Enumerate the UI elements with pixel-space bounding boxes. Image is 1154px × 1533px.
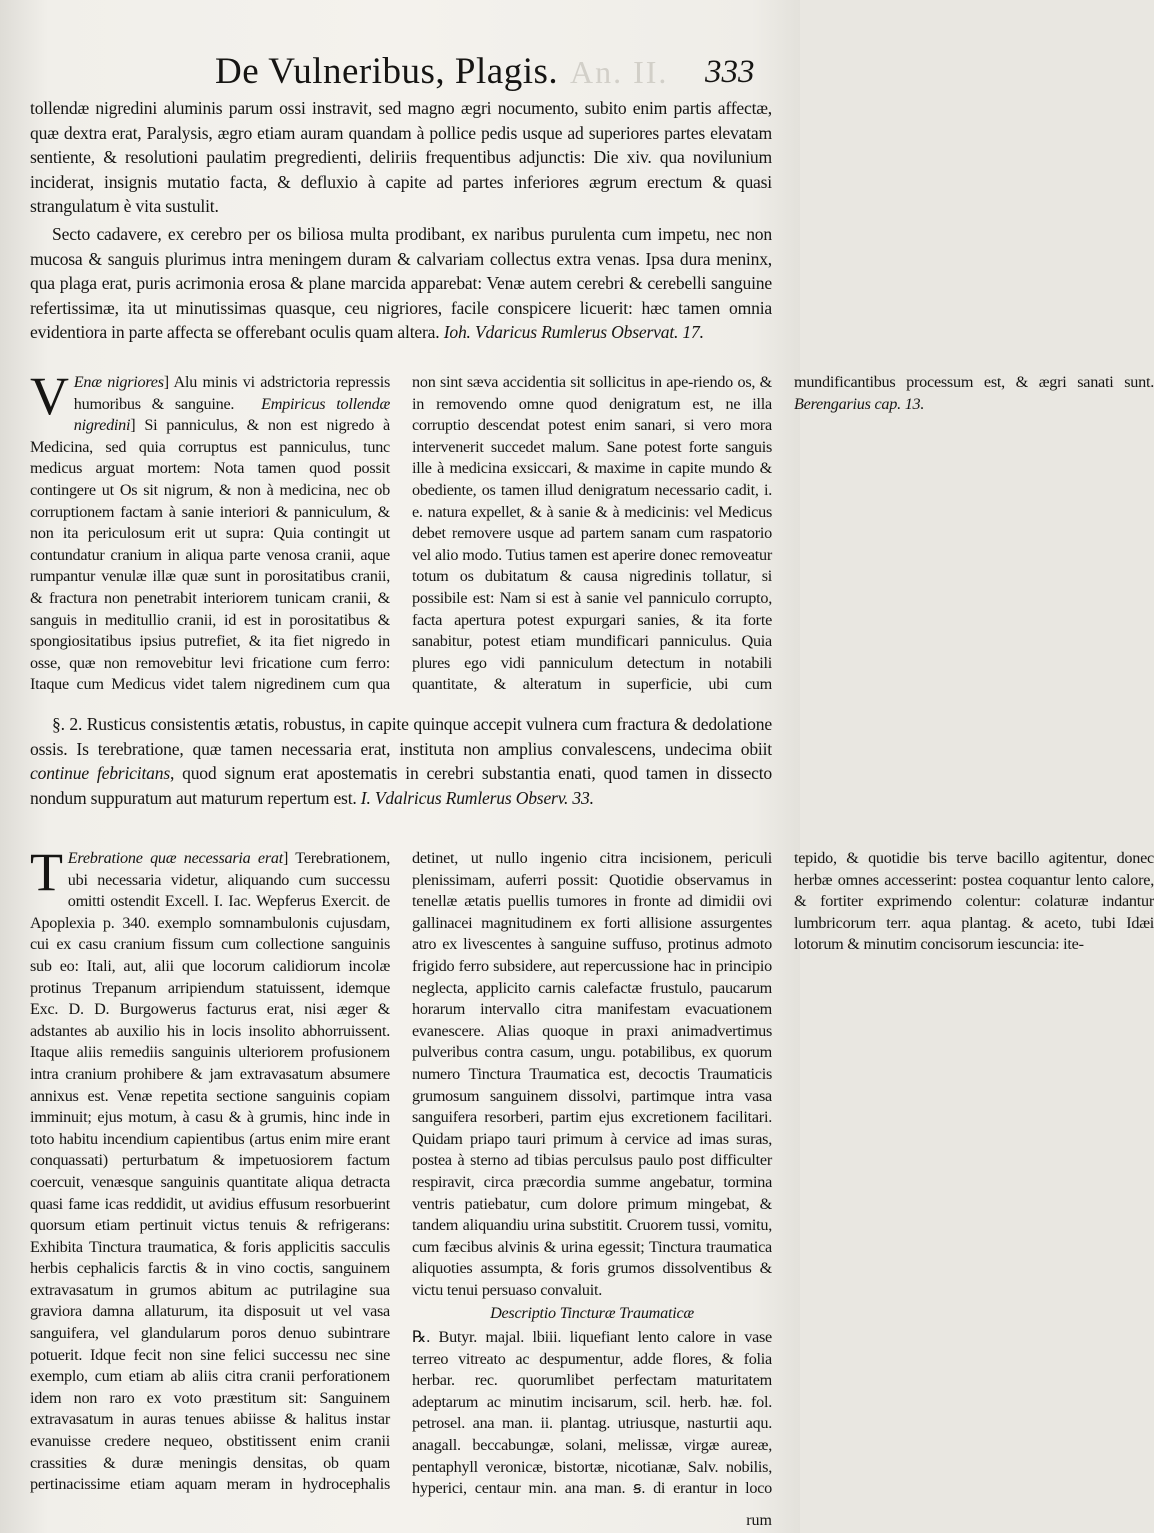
dissection-paragraph bbox=[30, 222, 772, 345]
dissection-citation: Ioh. Vdaricus Rumlerus Observat. 17. bbox=[443, 322, 704, 342]
section-2-text-2: , quod signum erat apostematis in cerebri substantia enati, quod tamen in dissecto nondum suppuratum aut maturum repertum est. bbox=[30, 763, 772, 808]
note-1-part-c: riendo os, & in removendo omne quod denigratum est, ne illa corruptio descendat potest enim sanari, si vero mora intervenerit succedet malum. Sane potest forte sanguis ille à medicina exsiccari, & maxime in capite mundo & obediente, os tamen illud denigratum necessario cadit, i. e. natura expellet, & à sanie & à medicinis: vel Medicus debet removere usque ad partem sanam cum raspatorio vel alio modo. Tutius tamen est aperire donec removeatur totum os dubitatum & causa nigredinis tollatur, si possibile est: Nam si est à sanie vel panniculo corrupto, facta apertura potest expurgari sanies, & ita forte sanabitur, potest etiam mundificari panniculus. Quia plures ego vidi panniculum detectum in notabili quantitate, & alteratum in superficie, ubi cum mundificantibus processum est, & ægri sanati sunt. bbox=[412, 373, 1154, 694]
drop-cap-t: T bbox=[30, 842, 63, 902]
section-2-paragraph bbox=[30, 712, 772, 810]
section-2-text: §. 2. Rusticus consistentis ætatis, robustus, in capite quinque accepit vulnera cum fractura & dedolatione ossis. Is terebratione, quæ tamen necessaria erat, instituta non amplius convalescens, undecima obiit bbox=[30, 714, 772, 759]
note-2-text bbox=[30, 842, 1154, 1512]
drop-cap-v: V bbox=[30, 366, 69, 426]
note-1-part-b: ] Si panniculus, & non est nigredo à Medicina, sed quia corruptus est panniculus, tunc medicus arguat mortem: Nota tamen quod possit contingere ut Os sit nigrum, & non à medicina, nec ob corruptionem factam à sanie interiori & panniculum, & non ita periculosum erit ut supra: Quia contingit ut contundatur cranium in aliqua parte venosa cranii, aque rumpantur venulæ illæ quæ sunt in porositatibus cranii, & fractura non penetrabit interiorem tunicam cranii, & sanguis in meditullio cranii, id est in porositatibus & spongiositatibus ipsius putrefiet, & ita fiet nigredo in osse, quæ non removebitur levi fricatione cum ferro: Itaque cum Medicus videt talem nigredinem cum qua non sint sæva accidentia sit sollicitus in ape- bbox=[30, 373, 694, 694]
intro-paragraph: tollendæ nigredini aluminis parum ossi instravit, sed magno ægri nocumento, subito enim partis affectæ, quæ dextra erat, Paralysis, ægro etiam auram quandam à pollice pedis usque ad superiores partes elevatam sentiente, & resolutioni paulatim pregredienti, deliriis frequentibus adjunctis: Die xiv. qua novilunium inciderat, insignis mutatio facta, & defluxio à capite ad partes inferiores ægrum erectum & quasi strangulatum è vita sustulit. bbox=[30, 98, 772, 216]
note-1-lemma-2: Empiricus tollendæ nigredini bbox=[73, 394, 390, 435]
note-1-text bbox=[30, 366, 1154, 702]
page-header bbox=[0, 50, 800, 96]
section-2-citation: I. Vdalricus Rumlerus Observ. 33. bbox=[360, 787, 594, 808]
note-1-citation: Berengarius cap. 13. bbox=[794, 394, 925, 413]
section-2 bbox=[30, 712, 772, 810]
show-through-text: An. II. bbox=[570, 54, 669, 90]
section-dissection bbox=[30, 222, 772, 345]
note-1-lemma: Enæ nigriores bbox=[73, 373, 164, 391]
note-2-columns bbox=[30, 842, 1154, 1512]
note-2-col-2: tumores in fronte ad dimidii ovi gallinacei magnitudinem ex forti allisione assurgentes atro ex livescentes à sanguine suffuso, protinus admoto frigido ferro subsidere, aut repercussione hac in principio neglecta, applicito carnis calefactæ frustulo, paucarum horarum intervallo citra manifestam evacuationem evanescere. Alias quoque in praxi animadvertimus pulveribus contra casum, ungu. potabilibus, ex quorum numero Tinctura Traumatica est, decoctis Traumaticis grumosum sanguinem dissolvi, partimque intra vasa sanguifera resorberi, partim ejus excretionem facilitari. Quidam priapo tauri primum à cervice ad imas suras, postea à sterno ad tibias perculsus paulo post difficulter respiravit, circa præcordia summe angebatur, tormina ventris patiebatur, cum dolore primum mingebat, & tandem aliquandiu urina substitit. Cruorem tussi, vomitu, cum fæcibus alvinis & urina egessit; Tinctura traumatica aliquoties assumpta, & foris grumos dissolventibus & victu tenui persuaso convaluit. bbox=[412, 892, 772, 1299]
note-2-col-1: ] Terebrationem, ubi necessaria videtur, aliquando cum successu omitti ostendit Excell. I. Iac. Wepferus Exercit. de Apoplexia p. 340. exemplo somnambulonis cujusdam, cui ex casu cranium fissum cum collectione sanguinis sub eo: Itali, aut, alii que locorum calidiorum incolæ protinus Trepanum arripiendum statuissent, idemque Exc. D. D. Burgowerus facturus erat, nisi æger & adstantes ab auxilio his in locis insolito abhorruissent. Itaque aliis remediis sanguinis ulteriorem profusionem intra cranium prohibere & jam extravasatum absumere annixus est. Venæ repetita sectione sanguinis copiam imminuit; ejus motum, à casu & à grumis, hinc inde in toto habitu incendium capientibus (artus enim mire erant conquassati) perturbatum & impetuosiorem factum coercuit, venæsque sanguinis quantitate aliqua detracta quasi fame icas reddidit, ut avidius effusum resorbuerint quorsum etiam pertinuit victus tenuis & refrigerans: Exhibita Tinctura traumatica, & foris applicitis sacculis herbis cephalicis farctis & in vino coctis, sanguinem extravasatum in grumos abitum ac putrilagine sua graviora damna allaturum, ita disposuit ut vel vasa sanguifera, vel glandularum poros denuo subintrare potuerit. Idque fecit non sine felici successu nec sine exemplo, cum etiam ab aliis citra cranii perforationem idem non raro ex voto præstitum sit: Sanguinem extravasatum in auras tenues abiisse & halitus instar evanuisse credere nequeo, obstitissent enim cranii crassities & duræ meningis densitas, ob quam pertinacissime etiam aquam meram in hydrocephalis detinet, ut nullo ingenio citra incisionem, periculi plenissimam, auferri possit: Quotidie observamus in tenellæ ætatis puellis bbox=[30, 849, 772, 1494]
catchword: rum bbox=[746, 1512, 772, 1529]
note-1-columns bbox=[30, 366, 1154, 702]
note-1-part-a: ] Alu minis vi adstrictoria repressis humoribus & sanguine. bbox=[73, 373, 390, 413]
recipe-text: ℞. Butyr. majal. lbiii. liquefiant lento calore in vase terreo vitreato ac despumentur, adde flores, & folia herbar. rec. quorumlibet perfectam maturitatem adeptarum ac minutim incisarum, scil. herb. hæ. fol. petrosel. ana man. ii. plantag. utriusque, nasturtii aqu. anagall. beccabungæ, solani, melissæ, virgæ aureæ, pentaphyll veronicæ, bistortæ, nicotianæ, Salv. nobilis, hyperici, centaur min. ana man. ꞩ. di erantur in loco tepido, & quotidie bis terve bacillo agitentur, donec herbæ omnes accesserint: postea coquantur lento calore, & fortiter exprimendo colentur: colaturæ indantur lumbricorum terr. aqua plantag. & aceto, tubi Idæi lotorum & minutim concisorum iescuncia: ite- bbox=[412, 849, 1154, 1498]
section-intro bbox=[30, 96, 772, 219]
running-title: De Vulneribus, Plagis. bbox=[215, 51, 559, 92]
dissection-text: Secto cadavere, ex cerebro per os biliosa multa prodibant, ex naribus purulenta cum impetu, nec non mucosa & sanguis plurimus intra meningem duram & calvariam collectus extra venas. Ipsa dura meninx, qua plaga erat, puris acrimonia erosa & plane marcida apparebat: Venæ autem cerebri & cerebelli sanguine refertissimæ, ita ut minutissimas quasque, ceu nigriores, facile conspicere licuerit: hæc tamen omnia evidentiora in parte affecta se offerebant oculis quam altera. bbox=[30, 224, 772, 342]
page-number: 333 bbox=[705, 54, 755, 90]
note-2-lemma: Erebratione quæ necessaria erat bbox=[67, 849, 284, 867]
recipe-heading: Descriptio Tincturæ Traumaticæ bbox=[490, 1304, 694, 1323]
section-2-italic: continue febricitans bbox=[30, 763, 170, 783]
